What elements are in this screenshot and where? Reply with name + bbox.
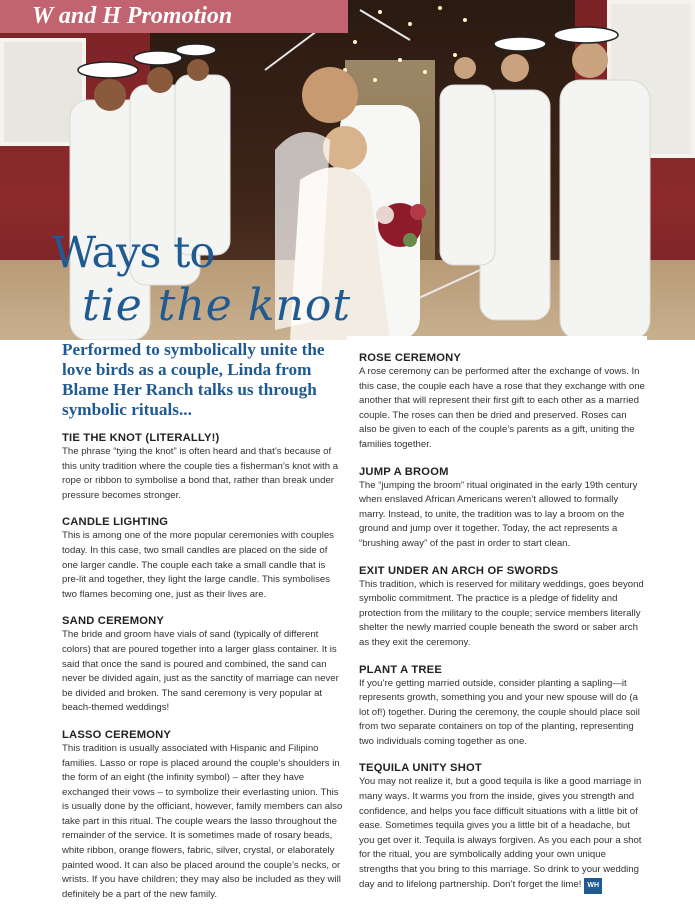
right-column (359, 352, 645, 907)
left-column (62, 340, 344, 915)
section-tie-the-knot (62, 432, 344, 503)
section-heading: TIE THE KNOT (LITERALLY!) (62, 432, 220, 444)
section-body: This tradition is usually associated with Hispanic and Filipino families. Lasso or rope is placed around the couple’s shoulders in the form of an eight (the infinity symbol) – after they have exchanged their vows – to symbolize their everlasting union. This is usually done by the officiant, however, family members can also take part in this ritual. The couple wears the lasso throughout the remainder of the service. It is sometimes made of rosary beads, white ribbon, orange flowers, fabric, silver, crystal, or elaborately painted wood. It can also be placed around the couple’s necks, or wrists. If you have children; they may also be included as they will definitely be a part of the new family. (62, 742, 343, 900)
section-heading: EXIT UNDER AN ARCH OF SWORDS (359, 564, 559, 577)
section-heading: PLANT A TREE (359, 663, 442, 676)
section-rose-ceremony (359, 352, 645, 453)
section-body: The bride and groom have vials of sand (typically of different colors) that are poured together into a larger glass container. It is said that once the sand is poured and combined, the sand can never be divided again, just as the sanctity of marriage can never be divided and broken. The sand ceremony is very popular at beach-themed weddings! (62, 629, 339, 714)
section-body: If you’re getting married outside, consider planting a sapling—it represents growth, something you and your new spouse will do (a lot of!) together. During the ceremony, the couple should place soil from two separate containers on top of the planting, representing two individuals coming together as one. (359, 677, 640, 747)
article-title (42, 228, 352, 346)
section-body: The “jumping the broom” ritual originated in the early 19th century when enslaved African Americans weren’t allowed to formally marry. Instead, to unite, the tradition was to lay a broom on the ground and jump over it together. Today, the act represents a “brushing away” of the past in order to start clean. (359, 479, 638, 549)
section-heading: LASSO CEREMONY (62, 728, 172, 741)
section-heading: TEQUILA UNITY SHOT (359, 762, 482, 775)
section-body-text: You may not realize it, but a good tequila is like a good marriage in many ways. It warms you from the inside, gives you strength and confidence, and helps you face difficult situations with a little bit of ease. Sometimes tequila gives you a little bit of a headache, but you get over it. Tequila is always forgiven. As you each pour a shot for the ritual, you are symbolically adding your own unique strengths that you bring to this marriage. So drink to your wedding day and to lifelong partnership. Don’t forget the lime! (359, 776, 642, 890)
section-tequila-unity-shot (359, 762, 645, 894)
section-label-text: W and H Promotion (32, 3, 233, 29)
section-plant-a-tree (359, 664, 645, 750)
section-heading: SAND CEREMONY (62, 615, 165, 628)
section-heading: JUMP A BROOM (359, 465, 449, 478)
section-body: This is among one of the more popular ceremonies with couples today. In this case, two small candles are placed on the side of one larger candle. The couple each take a small candle that is pre-lit and together, they light the large candle. This symbolises two flames becoming one, just as their lives are. (62, 530, 334, 600)
section-arch-of-swords (359, 565, 645, 651)
section-label (0, 0, 348, 33)
section-body: A rose ceremony can be performed after the exchange of vows. In this case, the couple each have a rose that they exchange with one another that will represent their first gift to each other as a married couple. The roses can then be dried and preserved. Roses can also be given to each of the couple’s parents as a gift, uniting the families together. (359, 366, 645, 450)
section-lasso-ceremony (62, 729, 344, 903)
section-heading: ROSE CEREMONY (359, 352, 462, 364)
section-body: This tradition, which is reserved for military weddings, goes beyond symbolic commitment. The practice is a pledge of fidelity and protection from the military to the couple; service members literally shelter the newly married couple beneath the sword or saber arch as they exit the ceremony. (359, 578, 644, 648)
section-body (359, 775, 645, 894)
title-line-2: tie the knot (82, 280, 351, 331)
section-heading: CANDLE LIGHTING (62, 516, 169, 529)
intro-text: Performed to symbolically unite the love birds as a couple, Linda from Blame Her Ranch talks us through symbolic rituals... (62, 340, 325, 419)
title-line-1: Ways to (52, 228, 215, 278)
section-sand-ceremony (62, 615, 344, 716)
end-mark-logo: WH (584, 878, 602, 895)
section-candle-lighting (62, 516, 344, 602)
section-jump-a-broom (359, 466, 645, 552)
section-body: The phrase “tying the knot” is often heard and that’s because of this unity tradition where the couple ties a fisherman’s knot with a rope or ribbon to symbolise a bond that, rather than break under pressure becomes stronger. (62, 446, 339, 501)
